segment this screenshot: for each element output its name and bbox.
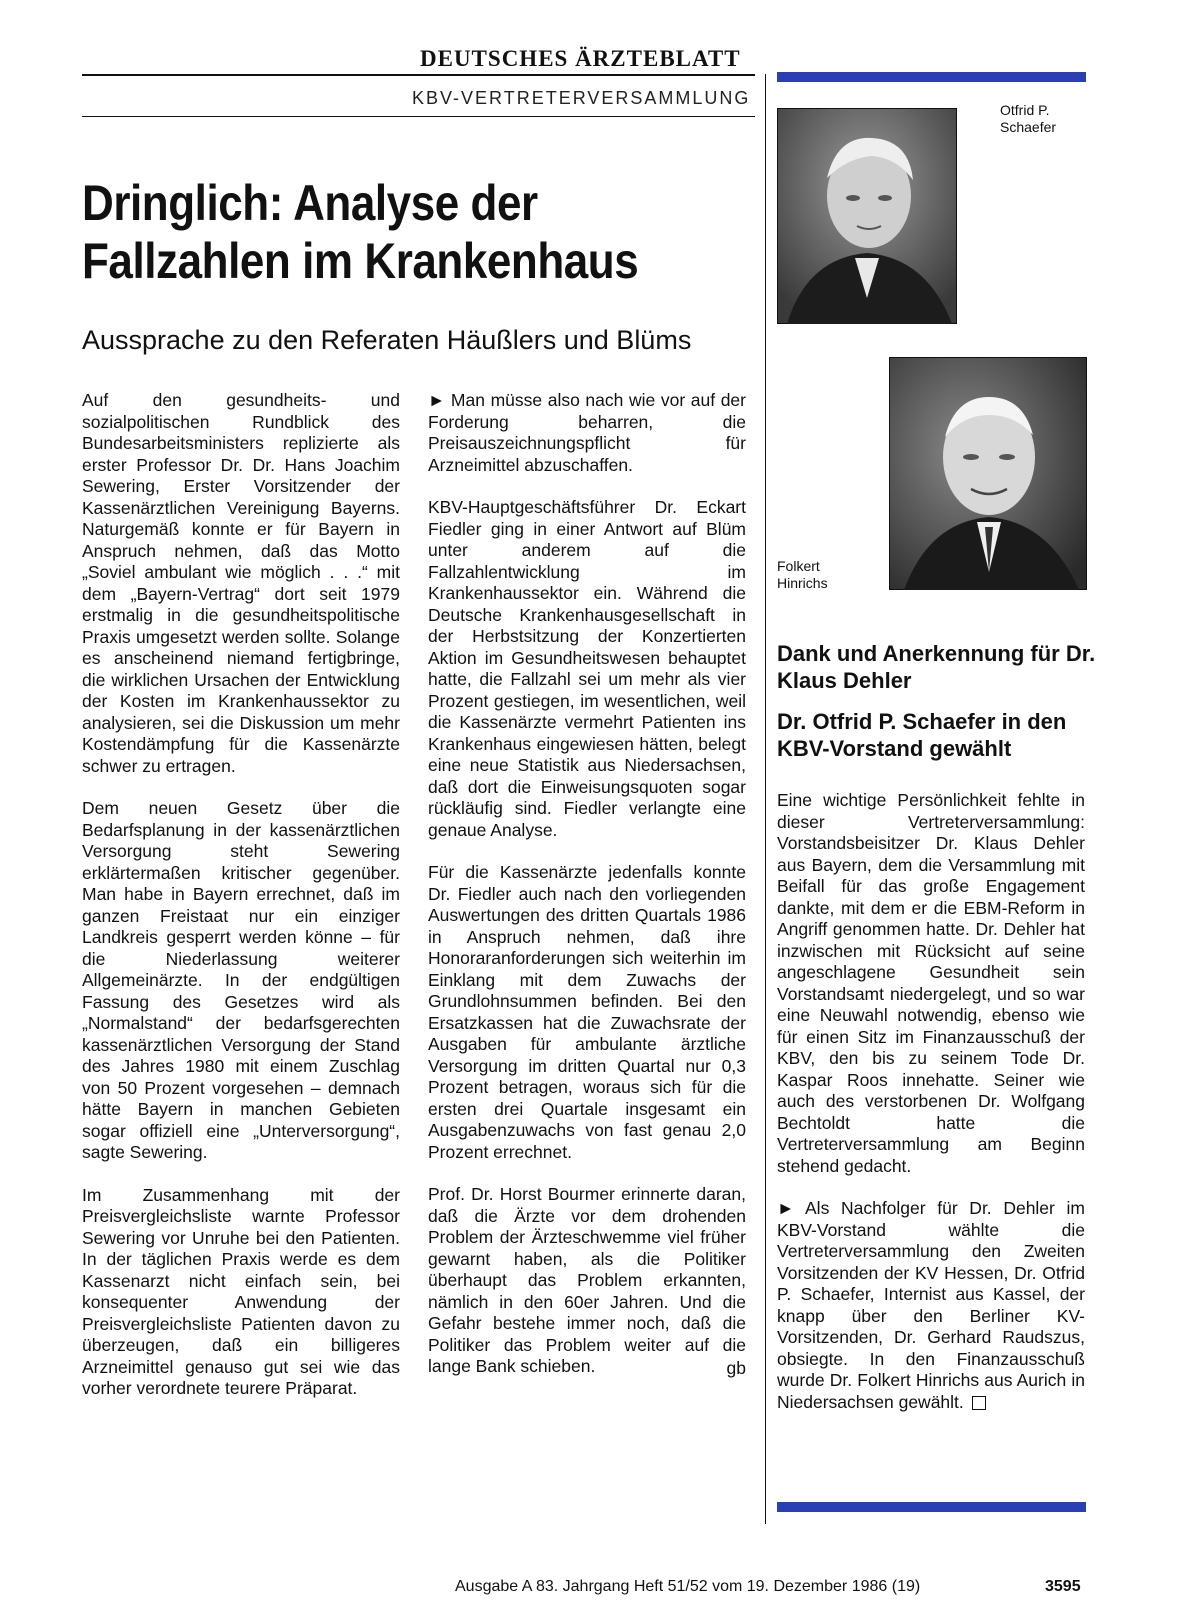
portrait-photo-schaefer — [777, 108, 957, 324]
accent-bar-bottom — [777, 1502, 1086, 1512]
sidebar-heading-1: Dank und Anerkennung für Dr. Klaus Dehler — [777, 641, 1096, 693]
header-rule — [82, 74, 755, 76]
masthead: DEUTSCHES ÄRZTEBLATT — [420, 46, 741, 71]
page-number: 3595 — [1045, 1578, 1081, 1595]
photo-caption-2: Folkert Hinrichs — [777, 558, 828, 591]
paragraph: Prof. Dr. Horst Bourmer erinnerte daran, daß die Ärzte vor dem drohenden Problem der Ärzteschwemme viel früher gewarnt haben, als die Politiker überhaupt das Problem erkannten, nämlich in den 60er Jahren. Und die Gefahr bestehe immer noch, daß die Politiker das Problem weiter auf die lange Bank schieben. — [428, 1184, 746, 1376]
photo-caption-1: Otfrid P. Schaefer — [1000, 102, 1057, 135]
title-line-2: Fallzahlen im Krankenhaus — [82, 233, 639, 289]
article-subtitle: Aussprache zu den Referaten Häußlers und Blüms — [82, 325, 692, 355]
paragraph: KBV-Hauptgeschäftsführer Dr. Eckart Fiedler ging in einer Antwort auf Blüm unter anderem auf die Fallzahlentwicklung im Krankenhaussektor ein. Während die Deutsche Krankenhausgesellschaft in der Herbstsitzung der Konzertierten Aktion im Gesundheitswesen behauptet hatte, die Fallzahl sei um mehr als vier Prozent gestiegen, im wesentlichen, weil die Kassenärzte vermehrt Patienten ins Krankenhaus eingewiesen hätten, belegt eine neue Statistik aus Niedersachsen, daß dort die Einweisungsquoten sogar rückläufig sind. Fiedler verlangte eine genaue Analyse. — [428, 497, 746, 840]
paragraph: Eine wichtige Persönlichkeit fehlte in dieser Vertreterversammlung: Vorstandsbeisitzer Dr. Klaus Dehler aus Bayern, dem die Versammlung mit Beifall für das große Engagement dankte, mit dem er die EBM-Reform in Angriff genommen hatte. Dr. Dehler hat inzwischen mit Rücksicht auf seine angeschlagene Gesundheit sein Vorstandsamt niedergelegt, und so war eine Neuwahl notwendig, ebenso wie für einen Sitz im Finanzausschuß der KBV, den bis zu seinem Tode Dr. Kaspar Roos innehatte. Seiner wie auch des verstorbenen Dr. Wolfgang Bechtoldt hatte die Vertreterversammlung am Beginn stehend gedacht. — [777, 790, 1085, 1176]
article-title — [82, 174, 680, 290]
paragraph-text: ► Als Nachfolger für Dr. Dehler im KBV-Vorstand wählte die Vertreterversammlung den Zweiten Vorsitzenden der KV Hessen, Dr. Otfrid P. Schaefer, Internist aus Kassel, der knapp über den Berliner KV-Vorsitzenden, Dr. Gerhard Raudszus, obsiegte. In den Finanzausschuß wurde Dr. Folkert Hinrichs aus Aurich in Niedersachsen gewählt. — [777, 1198, 1085, 1412]
title-line-1: Dringlich: Analyse der — [82, 175, 538, 231]
section-label: KBV-VERTRETERVERSAMMLUNG — [412, 88, 751, 108]
paragraph — [777, 1198, 1085, 1413]
text-column-1 — [82, 390, 400, 1421]
sidebar-heading-2: Dr. Otfrid P. Schaefer in den KBV-Vorstand gewählt — [777, 709, 1067, 761]
issue-info: Ausgabe A 83. Jahrgang Heft 51/52 vom 19. Dezember 1986 (19) — [455, 1578, 921, 1595]
sidebar-text-column — [777, 790, 1085, 1413]
author-signature: gb — [726, 1357, 746, 1378]
section-rule — [82, 116, 755, 117]
end-mark-icon — [972, 1396, 986, 1410]
paragraph: Auf den gesundheits- und sozialpolitischen Rundblick des Bundesarbeitsministers replizierte als erster Professor Dr. Dr. Hans Joachim Sewering, Erster Vorsitzender der Kassenärztlichen Vereinigung Bayerns. Naturgemäß konnte er für Bayern in Anspruch nehmen, daß das Motto „Soviel ambulant wie möglich . . .“ mit dem „Bayern-Vertrag“ dort seit 1979 erstmalig in die gesundheitspolitische Praxis umgesetzt werden sollte. Solange es anscheinend niemand fertigbringe, die wirklichen Ursachen der Entwicklung der Kosten im Krankenhaussektor zu analysieren, sei die Diskussion um mehr Kostendämpfung für die Kassenärzte schwer zu ertragen. — [82, 390, 400, 776]
text-column-2 — [428, 390, 746, 1379]
accent-bar-top — [777, 72, 1086, 82]
paragraph: Für die Kassenärzte jedenfalls konnte Dr. Fiedler auch nach den vorliegenden Auswertungen des dritten Quartals 1986 in Anspruch nehmen, daß ihre Honoraranforderungen sich weiterhin im Einklang mit dem Zuwachs der Grundlohnsummen befinden. Bei den Ersatzkassen hat die Zuwachsrate der Ausgaben für ambulante ärztliche Versorgung im dritten Quartal nur 0,3 Prozent betragen, woraus sich für die ersten drei Quartale insgesamt ein Ausgabenzuwachs von fast genau 2,0 Prozent errechnet. — [428, 862, 746, 1162]
column-divider — [765, 74, 766, 1524]
portrait-photo-hinrichs — [889, 357, 1087, 590]
paragraph: ► Man müsse also nach wie vor auf der Forderung beharren, die Preisauszeichnungspflicht für Arzneimittel abzuschaffen. — [428, 390, 746, 475]
paragraph: Dem neuen Gesetz über die Bedarfsplanung in der kassenärztlichen Versorgung steht Sewering erklärtermaßen kritischer gegenüber. Man habe in Bayern errechnet, daß im ganzen Freistaat nur ein einziger Landkreis gesperrt werden könne – für die Niederlassung weiterer Allgemeinärzte. In der endgültigen Fassung des Gesetzes wird als „Normalstand“ der bedarfsgerechten kassenärztlichen Versorgung der Stand des Jahres 1980 mit einem Zuschlag von 50 Prozent vorgesehen – demnach hätte Bayern in manchen Gebieten sogar offiziell eine „Unterversorgung“, sagte Sewering. — [82, 798, 400, 1162]
paragraph: Im Zusammenhang mit der Preisvergleichsliste warnte Professor Sewering vor Unruhe bei den Patienten. In der täglichen Praxis werde es dem Kassenarzt nicht einfach sein, bei konsequenter Anwendung der Preisvergleichsliste Patienten davon zu überzeugen, daß ein billigeres Arzneimittel genauso gut sei wie das vorher verordnete teurere Präparat. — [82, 1184, 400, 1398]
